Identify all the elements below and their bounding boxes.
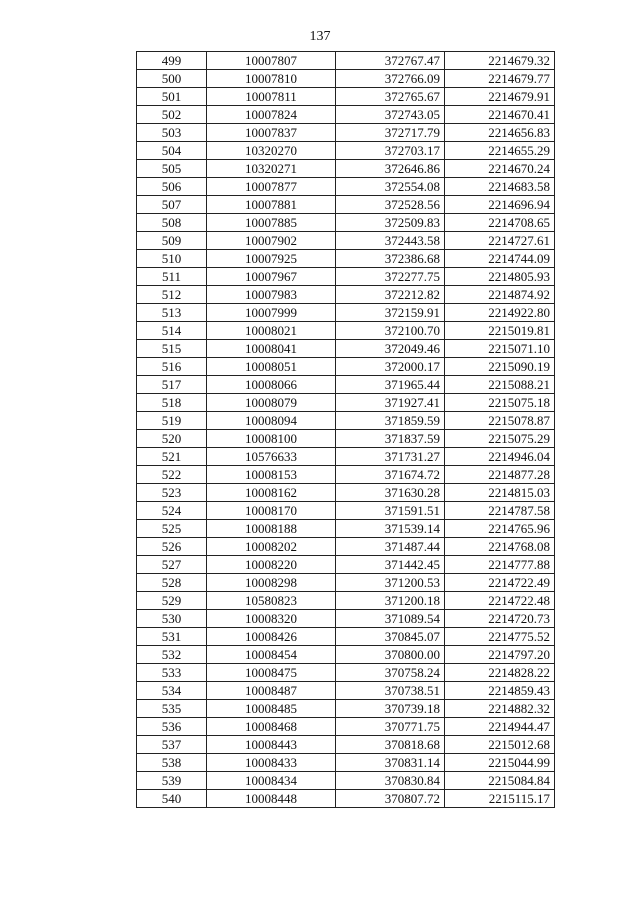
point-number-cell: 516: [137, 358, 207, 376]
point-id-cell: 10008426: [207, 628, 336, 646]
x-coordinate-cell: 370830.84: [336, 772, 445, 790]
point-id-cell: 10008094: [207, 412, 336, 430]
point-id-cell: 10008162: [207, 484, 336, 502]
point-id-cell: 10008487: [207, 682, 336, 700]
y-coordinate-cell: 2214683.58: [445, 178, 555, 196]
point-id-cell: 10008051: [207, 358, 336, 376]
point-number-cell: 533: [137, 664, 207, 682]
point-id-cell: 10008079: [207, 394, 336, 412]
x-coordinate-cell: 372554.08: [336, 178, 445, 196]
table-row: [137, 574, 555, 592]
point-number-cell: 509: [137, 232, 207, 250]
table-row: [137, 160, 555, 178]
table-row: [137, 592, 555, 610]
x-coordinate-cell: 372703.17: [336, 142, 445, 160]
table-row: [137, 214, 555, 232]
point-id-cell: 10008454: [207, 646, 336, 664]
y-coordinate-cell: 2215088.21: [445, 376, 555, 394]
point-number-cell: 500: [137, 70, 207, 88]
point-id-cell: 10007983: [207, 286, 336, 304]
coordinates-table-body: [137, 52, 555, 808]
point-number-cell: 501: [137, 88, 207, 106]
point-number-cell: 528: [137, 574, 207, 592]
y-coordinate-cell: 2214828.22: [445, 664, 555, 682]
point-number-cell: 511: [137, 268, 207, 286]
x-coordinate-cell: 370818.68: [336, 736, 445, 754]
x-coordinate-cell: 370758.24: [336, 664, 445, 682]
y-coordinate-cell: 2215075.29: [445, 430, 555, 448]
y-coordinate-cell: 2214722.49: [445, 574, 555, 592]
y-coordinate-cell: 2214670.41: [445, 106, 555, 124]
x-coordinate-cell: 372528.56: [336, 196, 445, 214]
table-row: [137, 700, 555, 718]
point-id-cell: 10008021: [207, 322, 336, 340]
point-id-cell: 10008202: [207, 538, 336, 556]
point-id-cell: 10007810: [207, 70, 336, 88]
y-coordinate-cell: 2214944.47: [445, 718, 555, 736]
x-coordinate-cell: 371442.45: [336, 556, 445, 574]
x-coordinate-cell: 371731.27: [336, 448, 445, 466]
y-coordinate-cell: 2214787.58: [445, 502, 555, 520]
table-row: [137, 466, 555, 484]
table-row: [137, 70, 555, 88]
page-number: 137: [309, 29, 331, 44]
point-id-cell: 10008188: [207, 520, 336, 538]
point-id-cell: 10320270: [207, 142, 336, 160]
table-row: [137, 304, 555, 322]
point-number-cell: 523: [137, 484, 207, 502]
table-row: [137, 376, 555, 394]
point-number-cell: 537: [137, 736, 207, 754]
point-number-cell: 504: [137, 142, 207, 160]
point-id-cell: 10007807: [207, 52, 336, 70]
x-coordinate-cell: 370807.72: [336, 790, 445, 808]
x-coordinate-cell: 370739.18: [336, 700, 445, 718]
point-number-cell: 527: [137, 556, 207, 574]
x-coordinate-cell: 370771.75: [336, 718, 445, 736]
point-number-cell: 502: [137, 106, 207, 124]
table-row: [137, 790, 555, 808]
x-coordinate-cell: 370800.00: [336, 646, 445, 664]
y-coordinate-cell: 2215115.17: [445, 790, 555, 808]
point-id-cell: 10008220: [207, 556, 336, 574]
table-row: [137, 142, 555, 160]
x-coordinate-cell: 372767.47: [336, 52, 445, 70]
x-coordinate-cell: 372277.75: [336, 268, 445, 286]
point-number-cell: 531: [137, 628, 207, 646]
table-row: [137, 718, 555, 736]
point-number-cell: 499: [137, 52, 207, 70]
point-id-cell: 10008485: [207, 700, 336, 718]
point-id-cell: 10007999: [207, 304, 336, 322]
y-coordinate-cell: 2214882.32: [445, 700, 555, 718]
x-coordinate-cell: 370845.07: [336, 628, 445, 646]
table-row: [137, 268, 555, 286]
y-coordinate-cell: 2214815.03: [445, 484, 555, 502]
x-coordinate-cell: 372443.58: [336, 232, 445, 250]
point-number-cell: 505: [137, 160, 207, 178]
point-id-cell: 10008100: [207, 430, 336, 448]
point-id-cell: 10007885: [207, 214, 336, 232]
x-coordinate-cell: 372212.82: [336, 286, 445, 304]
y-coordinate-cell: 2214727.61: [445, 232, 555, 250]
y-coordinate-cell: 2215071.10: [445, 340, 555, 358]
point-number-cell: 524: [137, 502, 207, 520]
coordinates-table: [136, 51, 555, 808]
point-number-cell: 513: [137, 304, 207, 322]
x-coordinate-cell: 372765.67: [336, 88, 445, 106]
table-row: [137, 232, 555, 250]
x-coordinate-cell: 370831.14: [336, 754, 445, 772]
table-row: [137, 322, 555, 340]
point-number-cell: 529: [137, 592, 207, 610]
table-row: [137, 520, 555, 538]
y-coordinate-cell: 2214877.28: [445, 466, 555, 484]
table-row: [137, 412, 555, 430]
x-coordinate-cell: 370738.51: [336, 682, 445, 700]
point-id-cell: 10007837: [207, 124, 336, 142]
point-id-cell: 10007824: [207, 106, 336, 124]
y-coordinate-cell: 2214708.65: [445, 214, 555, 232]
table-row: [137, 394, 555, 412]
point-number-cell: 514: [137, 322, 207, 340]
table-row: [137, 538, 555, 556]
y-coordinate-cell: 2215084.84: [445, 772, 555, 790]
x-coordinate-cell: 372000.17: [336, 358, 445, 376]
table-row: [137, 106, 555, 124]
y-coordinate-cell: 2214805.93: [445, 268, 555, 286]
point-number-cell: 540: [137, 790, 207, 808]
x-coordinate-cell: 372049.46: [336, 340, 445, 358]
point-id-cell: 10580823: [207, 592, 336, 610]
x-coordinate-cell: 371089.54: [336, 610, 445, 628]
table-row: [137, 124, 555, 142]
x-coordinate-cell: 372100.70: [336, 322, 445, 340]
table-row: [137, 358, 555, 376]
point-number-cell: 521: [137, 448, 207, 466]
table-row: [137, 664, 555, 682]
table-row: [137, 448, 555, 466]
x-coordinate-cell: 371927.41: [336, 394, 445, 412]
x-coordinate-cell: 372159.91: [336, 304, 445, 322]
x-coordinate-cell: 371591.51: [336, 502, 445, 520]
y-coordinate-cell: 2215012.68: [445, 736, 555, 754]
point-number-cell: 503: [137, 124, 207, 142]
table-row: [137, 484, 555, 502]
table-row: [137, 772, 555, 790]
point-number-cell: 520: [137, 430, 207, 448]
point-id-cell: 10008475: [207, 664, 336, 682]
point-number-cell: 517: [137, 376, 207, 394]
point-number-cell: 536: [137, 718, 207, 736]
point-id-cell: 10320271: [207, 160, 336, 178]
table-row: [137, 736, 555, 754]
point-id-cell: 10007811: [207, 88, 336, 106]
point-id-cell: 10008041: [207, 340, 336, 358]
point-id-cell: 10008443: [207, 736, 336, 754]
point-number-cell: 510: [137, 250, 207, 268]
y-coordinate-cell: 2214679.32: [445, 52, 555, 70]
point-number-cell: 515: [137, 340, 207, 358]
point-id-cell: 10008170: [207, 502, 336, 520]
point-number-cell: 519: [137, 412, 207, 430]
y-coordinate-cell: 2214720.73: [445, 610, 555, 628]
point-number-cell: 526: [137, 538, 207, 556]
table-row: [137, 88, 555, 106]
point-number-cell: 535: [137, 700, 207, 718]
point-id-cell: 10576633: [207, 448, 336, 466]
y-coordinate-cell: 2214655.29: [445, 142, 555, 160]
point-number-cell: 512: [137, 286, 207, 304]
y-coordinate-cell: 2214656.83: [445, 124, 555, 142]
y-coordinate-cell: 2214696.94: [445, 196, 555, 214]
table-row: [137, 250, 555, 268]
point-id-cell: 10008448: [207, 790, 336, 808]
x-coordinate-cell: 371487.44: [336, 538, 445, 556]
x-coordinate-cell: 371674.72: [336, 466, 445, 484]
x-coordinate-cell: 372743.05: [336, 106, 445, 124]
point-id-cell: 10007925: [207, 250, 336, 268]
point-id-cell: 10008298: [207, 574, 336, 592]
table-row: [137, 52, 555, 70]
point-number-cell: 539: [137, 772, 207, 790]
point-number-cell: 522: [137, 466, 207, 484]
y-coordinate-cell: 2215078.87: [445, 412, 555, 430]
table-row: [137, 610, 555, 628]
y-coordinate-cell: 2214670.24: [445, 160, 555, 178]
y-coordinate-cell: 2214775.52: [445, 628, 555, 646]
x-coordinate-cell: 371837.59: [336, 430, 445, 448]
y-coordinate-cell: 2214922.80: [445, 304, 555, 322]
y-coordinate-cell: 2214679.91: [445, 88, 555, 106]
y-coordinate-cell: 2214744.09: [445, 250, 555, 268]
x-coordinate-cell: 371539.14: [336, 520, 445, 538]
point-id-cell: 10007877: [207, 178, 336, 196]
y-coordinate-cell: 2214797.20: [445, 646, 555, 664]
point-id-cell: 10008153: [207, 466, 336, 484]
point-id-cell: 10008434: [207, 772, 336, 790]
table-row: [137, 754, 555, 772]
point-number-cell: 532: [137, 646, 207, 664]
table-row: [137, 430, 555, 448]
point-number-cell: 518: [137, 394, 207, 412]
table-row: [137, 286, 555, 304]
y-coordinate-cell: 2214765.96: [445, 520, 555, 538]
table-row: [137, 646, 555, 664]
x-coordinate-cell: 372646.86: [336, 160, 445, 178]
table-row: [137, 502, 555, 520]
table-row: [137, 340, 555, 358]
point-number-cell: 506: [137, 178, 207, 196]
y-coordinate-cell: 2214874.92: [445, 286, 555, 304]
y-coordinate-cell: 2214768.08: [445, 538, 555, 556]
x-coordinate-cell: 371965.44: [336, 376, 445, 394]
x-coordinate-cell: 371200.18: [336, 592, 445, 610]
y-coordinate-cell: 2214722.48: [445, 592, 555, 610]
y-coordinate-cell: 2215044.99: [445, 754, 555, 772]
y-coordinate-cell: 2214679.77: [445, 70, 555, 88]
point-number-cell: 525: [137, 520, 207, 538]
x-coordinate-cell: 372386.68: [336, 250, 445, 268]
point-id-cell: 10007902: [207, 232, 336, 250]
point-number-cell: 507: [137, 196, 207, 214]
table-row: [137, 556, 555, 574]
point-id-cell: 10008320: [207, 610, 336, 628]
x-coordinate-cell: 371859.59: [336, 412, 445, 430]
point-id-cell: 10008433: [207, 754, 336, 772]
y-coordinate-cell: 2214859.43: [445, 682, 555, 700]
table-row: [137, 178, 555, 196]
x-coordinate-cell: 371630.28: [336, 484, 445, 502]
table-row: [137, 628, 555, 646]
point-id-cell: 10007967: [207, 268, 336, 286]
point-number-cell: 508: [137, 214, 207, 232]
y-coordinate-cell: 2215019.81: [445, 322, 555, 340]
point-id-cell: 10007881: [207, 196, 336, 214]
point-number-cell: 534: [137, 682, 207, 700]
point-id-cell: 10008468: [207, 718, 336, 736]
table-row: [137, 196, 555, 214]
x-coordinate-cell: 371200.53: [336, 574, 445, 592]
y-coordinate-cell: 2214946.04: [445, 448, 555, 466]
point-number-cell: 538: [137, 754, 207, 772]
point-number-cell: 530: [137, 610, 207, 628]
y-coordinate-cell: 2214777.88: [445, 556, 555, 574]
y-coordinate-cell: 2215075.18: [445, 394, 555, 412]
table-row: [137, 682, 555, 700]
y-coordinate-cell: 2215090.19: [445, 358, 555, 376]
x-coordinate-cell: 372766.09: [336, 70, 445, 88]
x-coordinate-cell: 372717.79: [336, 124, 445, 142]
point-id-cell: 10008066: [207, 376, 336, 394]
x-coordinate-cell: 372509.83: [336, 214, 445, 232]
